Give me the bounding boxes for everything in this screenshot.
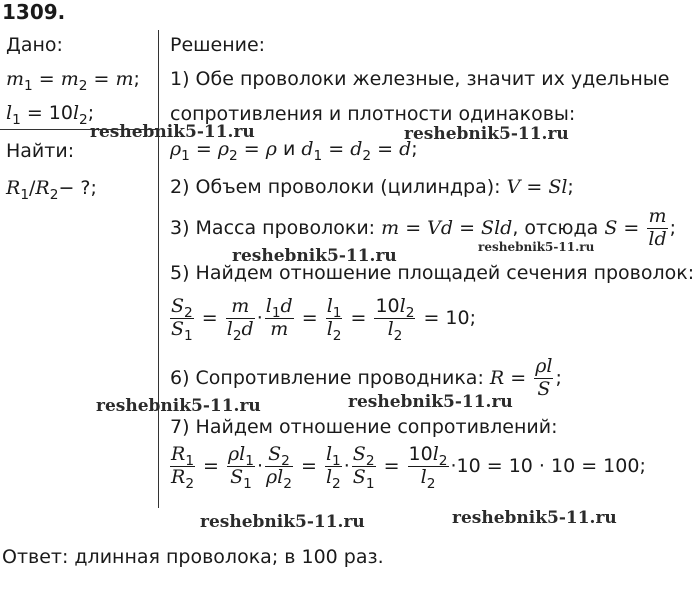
step1-formula: $\rho_1 = \rho_2 = \rho$ и $d_1 = d_2 = d$;	[170, 138, 418, 164]
watermark: reshebnik5-11.ru	[232, 246, 397, 266]
watermark: reshebnik5-11.ru	[452, 508, 617, 528]
given-label: Дано:	[6, 34, 63, 56]
given-length-relation: $l_1 = 10l_2$;	[6, 102, 95, 128]
answer: Ответ: длинная проволока; в 100 раз.	[2, 546, 384, 568]
watermark: reshebnik5-11.ru	[404, 124, 569, 144]
watermark: reshebnik5-11.ru	[96, 396, 261, 416]
watermark: reshebnik5-11.ru	[348, 392, 513, 412]
column-divider	[158, 30, 159, 508]
find-label: Найти:	[6, 140, 75, 162]
step7-text: 7) Найдем отношение сопротивлений:	[170, 416, 558, 438]
watermark: reshebnik5-11.ru	[90, 122, 255, 142]
given-mass-equality: $m_1 = m_2 = m$;	[6, 68, 140, 94]
solution-label: Решение:	[170, 34, 266, 56]
problem-number: 1309.	[2, 0, 66, 24]
step5-text: 5) Найдем отношение площадей сечения проволок:	[170, 262, 694, 284]
step1-line1: 1) Обе проволоки железные, значит их удельные	[170, 68, 670, 90]
watermark: reshebnik5-11.ru	[478, 240, 595, 254]
step3: 3) Масса проволоки: m = Vd = Sld, отсюда S = $\frac{m}{ld}$ ;	[170, 205, 677, 250]
watermark: reshebnik5-11.ru	[200, 512, 365, 532]
step7-formula: $\frac{R_1}{R_2}$ = $\frac{\rho l_1}{S_1}$ · $\frac{S_2}{\rho l_2}$ = $\frac{l_1}{l_2}$ · $\frac{S_2}{S_1}$ = $\frac{10l_2}{l_2}$ ·10 = 10 · 10 = 100;	[171, 443, 646, 492]
step2: 2) Объем проволоки (цилиндра): V = Sl;	[170, 176, 574, 198]
step6: 6) Сопротивление проводника: R = $\frac{\rho l}{S}$ ;	[170, 355, 562, 400]
find-question: $R_1/R_2-$ ?;	[6, 177, 97, 203]
step1-line2: сопротивления и плотности одинаковы:	[170, 103, 576, 125]
step5-formula: $\frac{S_2}{S_1}$ = $\frac{m}{l_2d}$ · $\frac{l_1d}{m}$ = $\frac{l_1}{l_2}$ = $\frac{10l_2}{l_2}$ = 10;	[171, 295, 477, 344]
